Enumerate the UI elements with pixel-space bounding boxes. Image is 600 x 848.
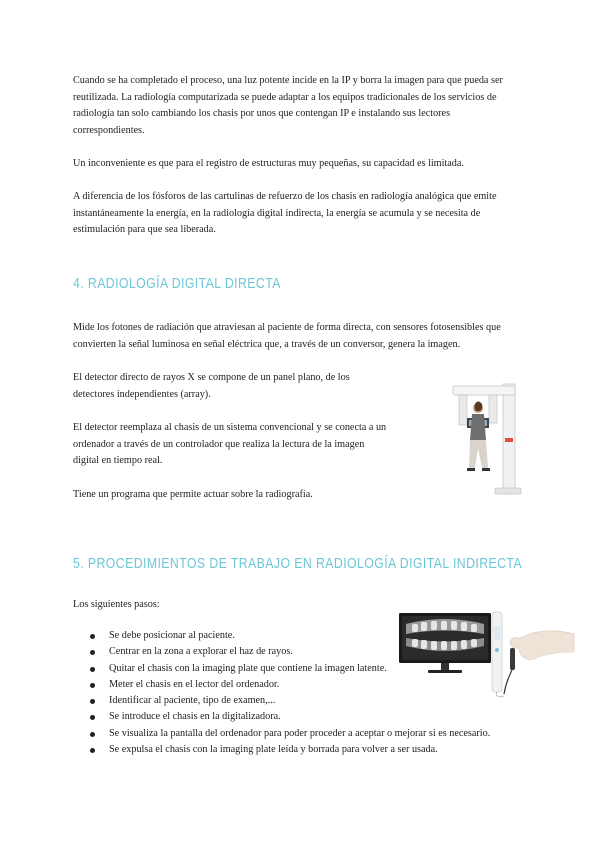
list-item: Centrar en la zona a explorar el haz de rayos. xyxy=(90,644,490,660)
list-item: Identificar al paciente, tipo de examen,... xyxy=(90,693,490,709)
list-item: Meter el chasis en el lector del ordenador. xyxy=(90,677,490,693)
sensor-device-image xyxy=(484,608,576,700)
paragraph-direct-intro: Mide los fotones de radiación que atraviesan al paciente de forma directa, con sensores fotosensibles que convierten la señal luminosa en señal eléctrica que, a través de un conversor, genera la imagen. xyxy=(73,322,501,350)
steps-intro: Los siguientes pasos: xyxy=(73,599,160,610)
paragraph-limitation: Un inconveniente es que para el registro de estructuras muy pequeñas, su capacidad es limitada. xyxy=(73,158,464,169)
list-item: Se visualiza la pantalla del ordenador para poder proceder a aceptar o mejorar si es necesario. xyxy=(90,726,490,742)
xray-machine-image xyxy=(445,378,527,498)
list-item: Quitar el chasis con la imaging plate que contiene la imagen latente. xyxy=(90,661,490,677)
paragraph-detector: El detector directo de rayos X se compone de un panel plano, de los detectores independientes (array). xyxy=(73,372,350,400)
paragraph-replace: El detector reemplaza al chasis de un sistema convencional y se conecta a un ordenador a través de un controlador que realiza la lectura de la imagen digital en tiempo real. xyxy=(73,422,387,466)
paragraph-ip-erase: Cuando se ha completado el proceso, una luz potente incide en la IP y borra la imagen para que pueda ser reutilizada. La radiología computarizada se puede adaptar a los equipos tradicionales de los servicios de radiología tan solo cambiando los chasis por unos que contengan IP e instalando sus lectores correspondientes. xyxy=(73,75,503,136)
section-5-heading: 5. PROCEDIMIENTOS DE TRABAJO EN RADIOLOGÍA DIGITAL INDIRECTA xyxy=(73,555,523,572)
steps-list xyxy=(90,628,490,758)
list-item: Se debe posicionar al paciente. xyxy=(90,628,490,644)
paragraph-program: Tiene un programa que permite actuar sobre la radiografía. xyxy=(73,489,313,500)
paragraph-phosphor: A diferencia de los fósforos de las cartulinas de refuerzo de los chasis en radiología analógica que emite instantáneamente la energía, en la radiología digital indirecta, la energía se acumula y se necesita de estimulación para que sea liberada. xyxy=(73,191,497,235)
list-item: Se introduce el chasis en la digitalizadora. xyxy=(90,709,490,725)
list-item: Se expulsa el chasis con la imaging plate leída y borrada para volver a ser usada. xyxy=(90,742,490,758)
section-4-heading: 4. RADIOLOGÍA DIGITAL DIRECTA xyxy=(73,275,281,292)
